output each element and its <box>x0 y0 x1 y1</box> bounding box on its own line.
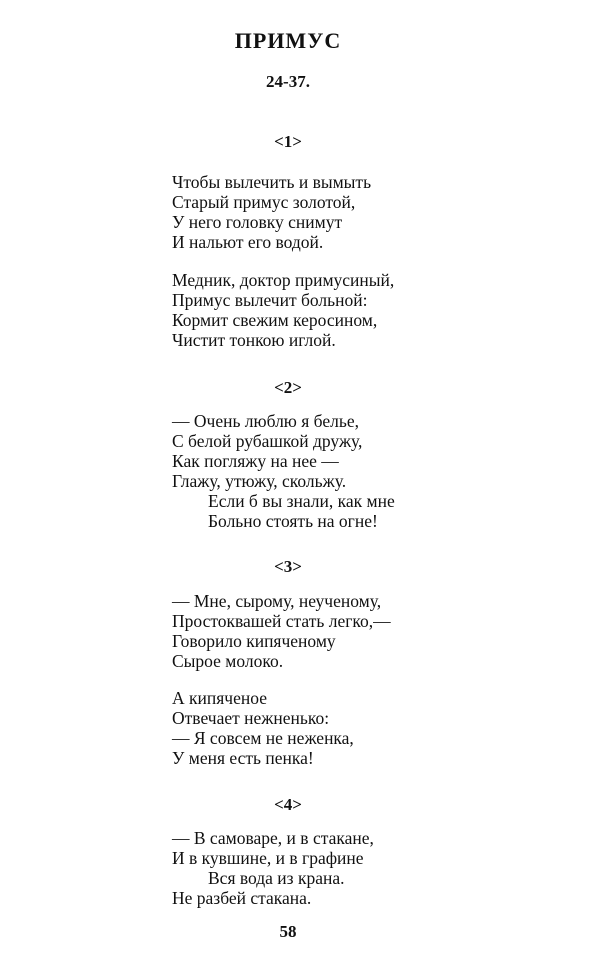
poem-line: — Мне, сырому, неученому, <box>172 591 382 611</box>
poem-line: Больно стоять на огне! <box>208 511 378 531</box>
poem-line: Отвечает нежненько: <box>172 708 330 728</box>
poem-date: 24-37. <box>266 72 310 91</box>
poem-line: — Очень люблю я белье, <box>172 411 359 431</box>
stanza-3-1 <box>172 591 391 671</box>
poem-line: — Я совсем не неженка, <box>172 728 354 748</box>
poem-line: Говорило кипяченому <box>172 631 336 651</box>
stanza-4-1 <box>172 828 374 908</box>
section-marker-1: <1> <box>274 132 302 151</box>
poem-line: И нальют его водой. <box>172 232 324 252</box>
poem-line: — В самоваре, и в стакане, <box>172 828 374 848</box>
section-marker-3: <3> <box>274 557 302 576</box>
poem-line: Как погляжу на нее — <box>172 451 339 471</box>
poem-line: Простоквашей стать легко,— <box>172 611 391 631</box>
poem-line: И в кувшине, и в графине <box>172 848 364 868</box>
poem-line: Не разбей стакана. <box>172 888 312 908</box>
poem-line: Чистит тонкою иглой. <box>172 330 336 350</box>
page-number: 58 <box>279 922 297 941</box>
poem-line: Кормит свежим керосином, <box>172 310 378 330</box>
poem-line: Сырое молоко. <box>172 651 284 671</box>
poem-line: С белой рубашкой дружу, <box>172 431 363 451</box>
poem-line: Если б вы знали, как мне <box>208 491 395 511</box>
poem-line: Примус вылечит больной: <box>172 290 368 310</box>
poem-line: Вся вода из крана. <box>208 868 345 888</box>
stanza-3-2 <box>172 688 354 768</box>
poem-line: У него головку снимут <box>172 212 343 232</box>
stanza-2-1 <box>172 411 395 531</box>
poem-line: Старый примус золотой, <box>172 192 356 212</box>
poem-line: Медник, доктор примусиный, <box>172 270 395 290</box>
stanza-1-1 <box>172 172 371 252</box>
poem-line: А кипяченое <box>172 688 267 708</box>
section-marker-4: <4> <box>274 795 302 814</box>
poem-line: Глажу, утюжу, скольжу. <box>172 471 347 491</box>
poem-line: У меня есть пенка! <box>172 748 314 768</box>
stanza-1-2 <box>172 270 394 350</box>
section-marker-2: <2> <box>274 378 302 397</box>
poem-line: Чтобы вылечить и вымыть <box>172 172 372 192</box>
page-title: ПРИМУС <box>234 28 342 53</box>
